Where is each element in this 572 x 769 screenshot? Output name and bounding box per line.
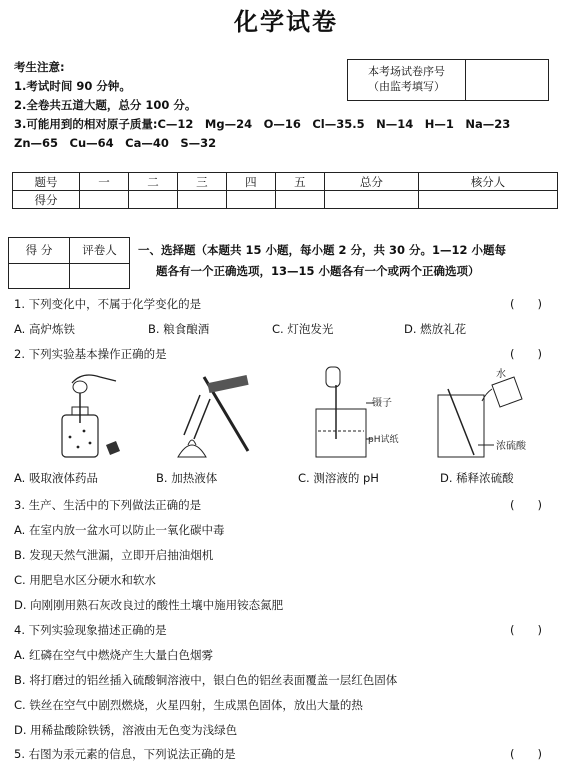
score-table — [12, 172, 558, 209]
score-header: 题号 — [13, 173, 80, 191]
figure-dilution-illustration — [434, 365, 554, 465]
water-label: 水 — [496, 369, 506, 380]
question-1-option-b: B. 粮食酿酒 — [148, 322, 210, 336]
question-3-option-d: D. 向刚刚用熟石灰改良过的酸性土壤中施用铵态氮肥 — [14, 598, 284, 612]
seat-number-label — [348, 60, 466, 100]
question-2-stem: 2. 下列实验基本操作正确的是 — [14, 347, 167, 361]
answer-paren[interactable]: ( ) — [510, 498, 542, 512]
question-2-option-a: A. 吸取液体药品 — [14, 471, 98, 485]
score-cell[interactable] — [128, 191, 177, 209]
score-header: 五 — [275, 173, 324, 191]
seat-number-field[interactable] — [466, 60, 548, 100]
figure-dropper-illustration — [50, 365, 130, 465]
score-header: 核分人 — [418, 173, 557, 191]
notice-line: 2.全卷共五道大题，总分 100 分。 — [14, 98, 197, 112]
acid-label: 浓硫酸 — [496, 441, 526, 452]
question-5-stem: 5. 右图为汞元素的信息，下列说法正确的是 — [14, 747, 236, 761]
question-3-stem: 3. 生产、生活中的下列做法正确的是 — [14, 498, 202, 512]
score-cell[interactable] — [177, 191, 226, 209]
question-2-option-b: B. 加热液体 — [156, 471, 218, 485]
notice-line: 1.考试时间 90 分钟。 — [14, 79, 131, 93]
question-1-stem: 1. 下列变化中，不属于化学变化的是 — [14, 297, 202, 311]
notice-line: 3.可能用到的相对原子质量:C—12 Mg—24 O—16 Cl—35.5 N—14 H—1 Na—23 — [14, 117, 511, 131]
question-4-option-a: A. 红磷在空气中燃烧产生大量白色烟雾 — [14, 648, 213, 662]
answer-paren[interactable]: ( ) — [510, 347, 542, 361]
score-header-row — [13, 173, 558, 191]
question-1-option-d: D. 燃放礼花 — [404, 322, 467, 336]
question-4-option-b: B. 将打磨过的铝丝插入硫酸铜溶液中，银白色的铝丝表面覆盖一层红色固体 — [14, 673, 398, 687]
seat-label-line1: 本考场试卷序号 — [368, 65, 445, 78]
answer-paren[interactable]: ( ) — [510, 623, 542, 637]
score-cell[interactable] — [80, 191, 129, 209]
question-1-option-a: A. 高炉炼铁 — [14, 322, 75, 336]
question-3-option-a: A. 在室内放一盆水可以防止一氧化碳中毒 — [14, 523, 225, 537]
score-header: 四 — [226, 173, 275, 191]
section-heading-line1: 一、选择题（本题共 15 小题，每小题 2 分，共 30 分。1—12 小题每 — [138, 243, 507, 257]
seat-number-box — [347, 59, 549, 101]
grader-name-label: 评卷人 — [69, 238, 129, 263]
section-heading — [138, 240, 558, 282]
score-value-row — [13, 191, 558, 209]
grader-box — [8, 237, 130, 289]
question-2-option-c: C. 测溶液的 pH — [298, 471, 379, 485]
grader-name-field[interactable] — [69, 264, 129, 289]
figure-ph-test-illustration — [312, 365, 412, 465]
ph-paper-label: pH试纸 — [368, 435, 399, 445]
question-2-option-d: D. 稀释浓硫酸 — [440, 471, 514, 485]
tweezers-label: 镊子 — [372, 398, 392, 409]
page-title: 化学试卷 — [234, 8, 338, 36]
score-cell[interactable] — [418, 191, 557, 209]
question-4-stem: 4. 下列实验现象描述正确的是 — [14, 623, 167, 637]
score-cell[interactable] — [226, 191, 275, 209]
question-4-option-d: D. 用稀盐酸除铁锈，溶液由无色变为浅绿色 — [14, 723, 238, 737]
answer-paren[interactable]: ( ) — [510, 297, 542, 311]
score-header: 一 — [80, 173, 129, 191]
score-header: 二 — [128, 173, 177, 191]
figure-heating-illustration — [170, 365, 260, 465]
score-row-label: 得分 — [13, 191, 80, 209]
question-4-option-c: C. 铁丝在空气中剧烈燃烧，火星四射，生成黑色固体，放出大量的热 — [14, 698, 363, 712]
question-3-option-b: B. 发现天然气泄漏，立即开启抽油烟机 — [14, 548, 214, 562]
seat-label-line2: （由监考填写） — [368, 80, 445, 93]
score-header: 总分 — [324, 173, 418, 191]
notice-line: Zn—65 Cu—64 Ca—40 S—32 — [14, 136, 217, 150]
answer-paren[interactable]: ( ) — [510, 747, 542, 761]
notice-heading: 考生注意: — [14, 60, 65, 74]
section-heading-line2: 题各有一个正确选项，13—15 小题各有一个或两个正确选项） — [156, 264, 480, 278]
score-cell[interactable] — [324, 191, 418, 209]
grader-score-label: 得 分 — [25, 243, 53, 257]
question-1-option-c: C. 灯泡发光 — [272, 322, 334, 336]
score-header: 三 — [177, 173, 226, 191]
grader-score-field[interactable] — [9, 264, 69, 289]
question-3-option-c: C. 用肥皂水区分硬水和软水 — [14, 573, 156, 587]
score-cell[interactable] — [275, 191, 324, 209]
